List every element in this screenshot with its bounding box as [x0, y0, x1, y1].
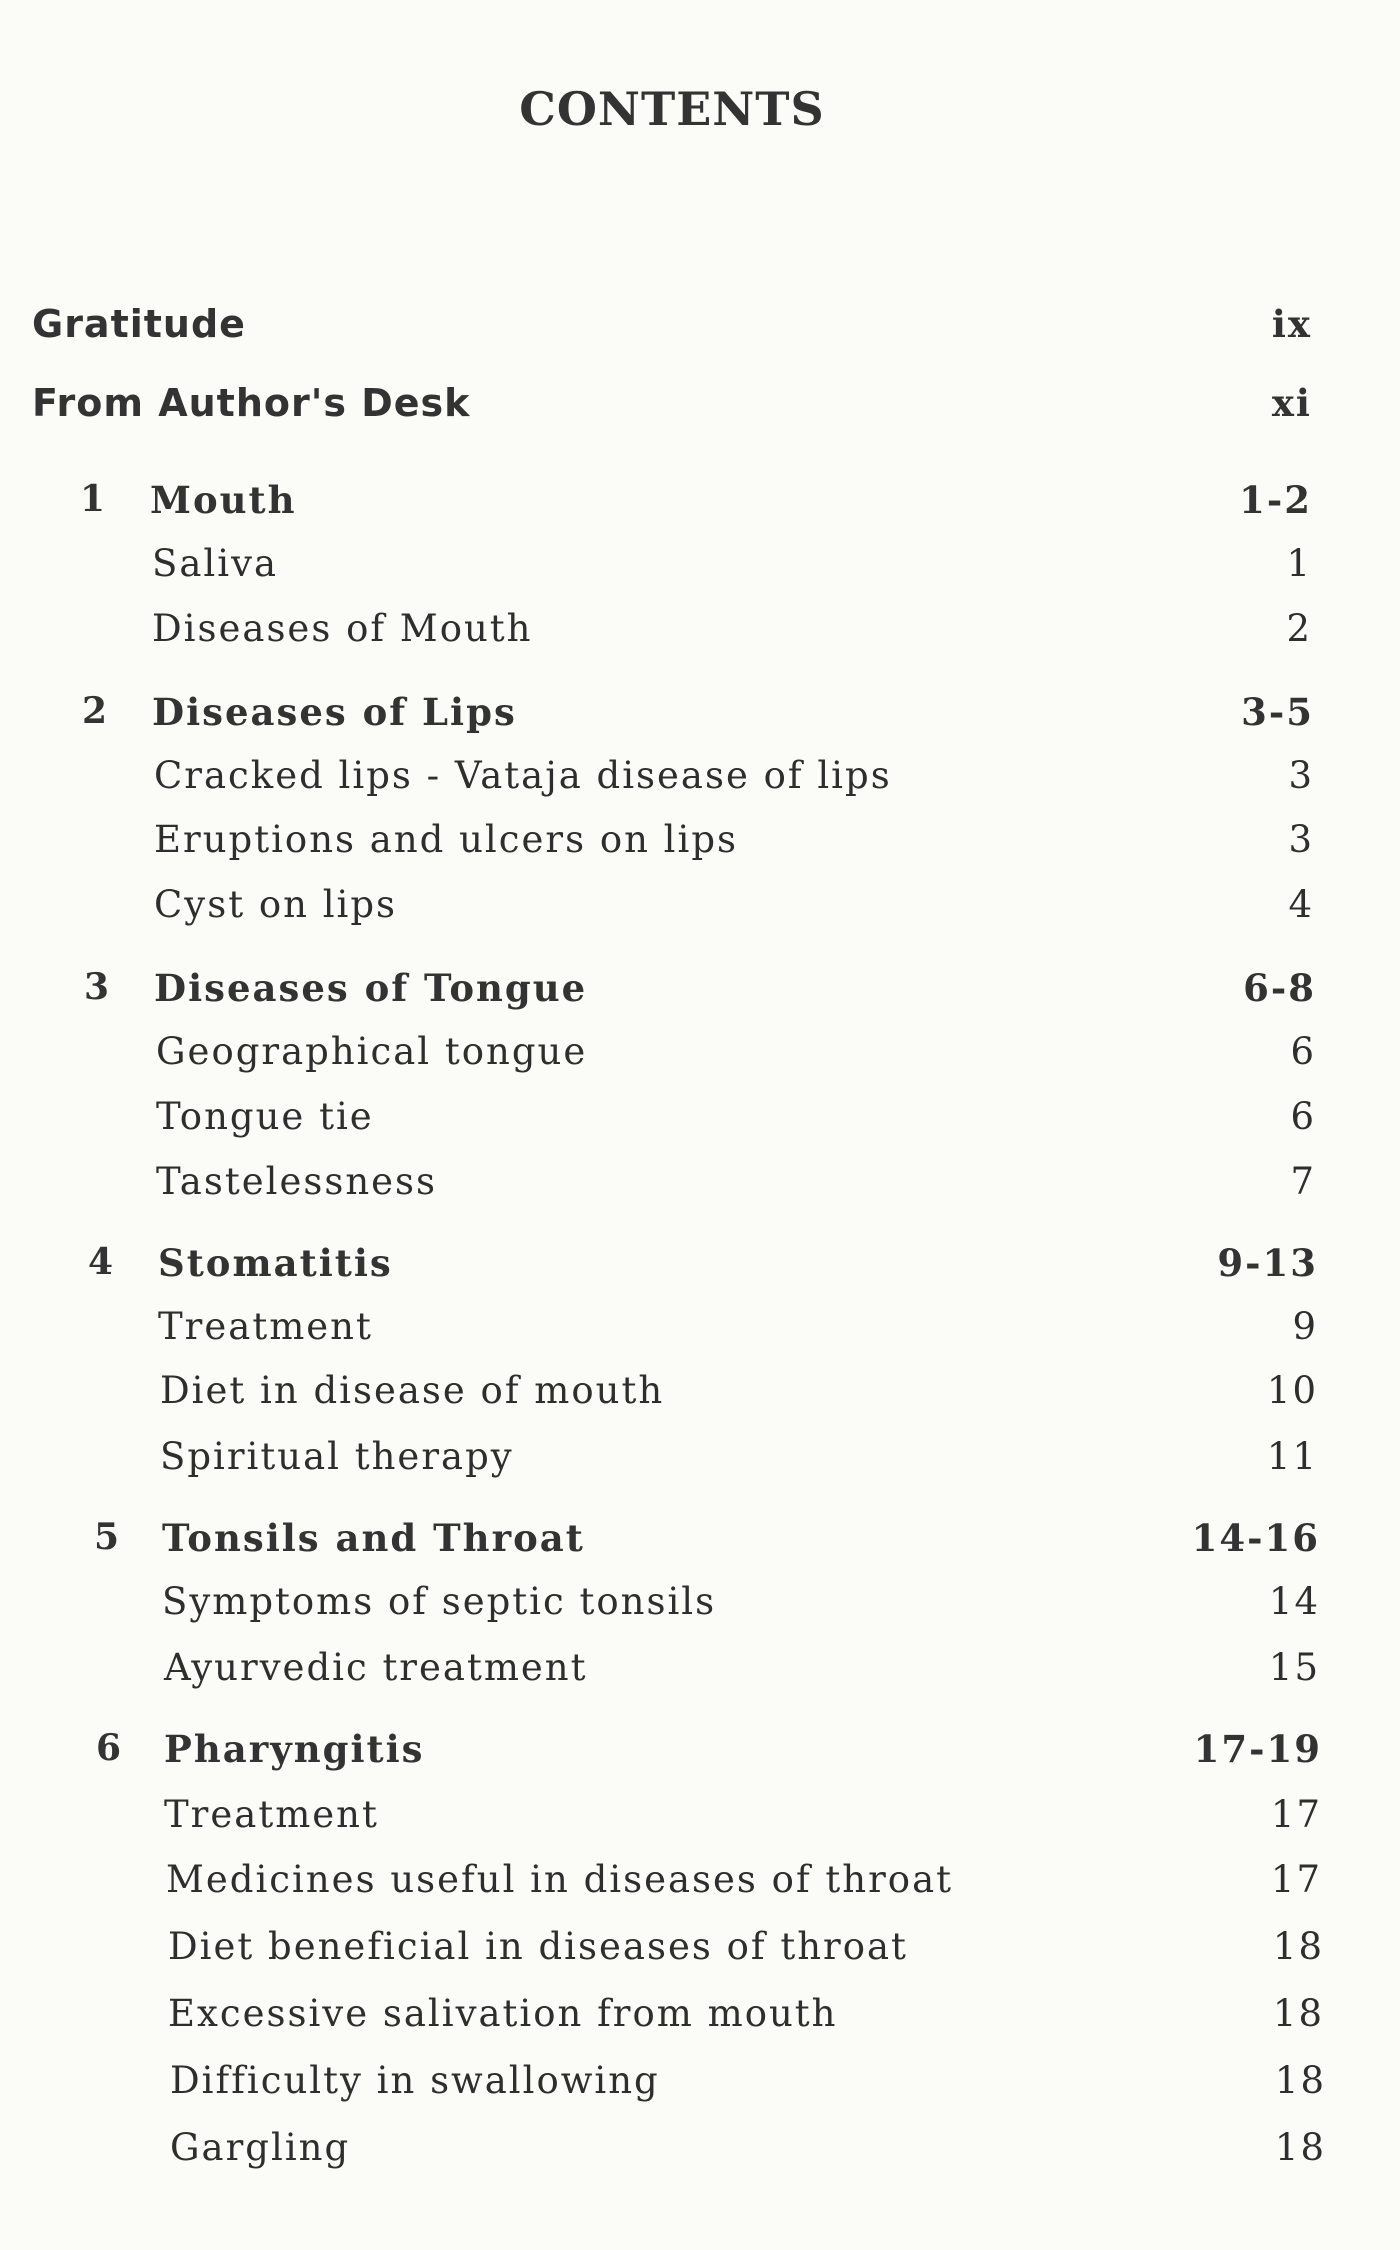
chapter-page-range: 1-2: [1239, 478, 1312, 522]
chapter-number: 6: [96, 1727, 122, 1769]
toc-entry-page: 18: [1274, 2126, 1326, 2169]
toc-entry-label: Spiritual therapy: [160, 1435, 514, 1478]
toc-entry[interactable]: [0, 754, 1400, 810]
toc-entry[interactable]: [0, 1793, 1400, 1849]
page-title: CONTENTS: [519, 82, 825, 136]
toc-entry-page: 6: [1290, 1030, 1316, 1073]
chapter-title: Stomatitis: [158, 1241, 393, 1285]
toc-entry-page: 18: [1272, 1992, 1324, 2035]
chapter-heading-3[interactable]: [0, 966, 1400, 1022]
chapter-heading-5[interactable]: [0, 1516, 1400, 1572]
toc-entry-page: 18: [1272, 1925, 1324, 1968]
chapter-page-range: 14-16: [1191, 1516, 1320, 1560]
chapter-number: 5: [94, 1516, 120, 1558]
toc-entry[interactable]: [0, 1646, 1400, 1702]
toc-entry-page: 17: [1270, 1793, 1322, 1836]
toc-entry-page: ix: [1271, 302, 1312, 346]
toc-entry-page: 2: [1286, 607, 1312, 650]
toc-entry-page: 1: [1286, 542, 1312, 585]
chapter-title: Tonsils and Throat: [162, 1516, 585, 1560]
toc-entry-page: 10: [1266, 1369, 1318, 1412]
toc-entry-page: 17: [1270, 1858, 1322, 1901]
toc-entry[interactable]: [0, 542, 1400, 598]
toc-entry-label: Gargling: [170, 2126, 351, 2169]
chapter-heading-6[interactable]: [0, 1727, 1400, 1783]
toc-entry-label: Tastelessness: [156, 1160, 438, 1203]
toc-entry-label: Geographical tongue: [156, 1030, 588, 1073]
toc-entry-page: 6: [1290, 1095, 1316, 1138]
toc-entry[interactable]: [0, 2059, 1400, 2115]
toc-entry-page: 3: [1288, 818, 1314, 861]
chapter-number: 2: [82, 690, 108, 732]
toc-entry-label: Eruptions and ulcers on lips: [154, 818, 739, 861]
toc-entry-label: Medicines useful in diseases of throat: [166, 1858, 954, 1901]
toc-entry-label: Diet beneficial in diseases of throat: [168, 1925, 908, 1968]
chapter-heading-1[interactable]: [0, 478, 1400, 534]
toc-entry-label: Treatment: [158, 1305, 373, 1348]
toc-entry[interactable]: [0, 1580, 1400, 1636]
toc-entry-page: 18: [1274, 2059, 1326, 2102]
toc-entry-label: Ayurvedic treatment: [164, 1646, 588, 1689]
chapter-page-range: 9-13: [1217, 1241, 1318, 1285]
toc-entry[interactable]: [0, 1925, 1400, 1981]
chapter-number: 4: [88, 1241, 114, 1283]
toc-entry-label: Cyst on lips: [154, 883, 398, 926]
toc-entry-page: 14: [1268, 1580, 1320, 1623]
toc-entry[interactable]: [0, 1030, 1400, 1086]
toc-entry-gratitude[interactable]: [0, 302, 1400, 358]
toc-entry-label: Difficulty in swallowing: [170, 2059, 660, 2102]
toc-entry-page: 15: [1268, 1646, 1320, 1689]
chapter-title: Pharyngitis: [164, 1727, 425, 1771]
chapter-page-range: 3-5: [1241, 690, 1314, 734]
toc-entry-label: Saliva: [152, 542, 279, 585]
chapter-title: Diseases of Tongue: [154, 966, 588, 1010]
toc-entry-page: 7: [1290, 1160, 1316, 1203]
toc-entry-page: 4: [1288, 883, 1314, 926]
toc-entry-label: From Author's Desk: [32, 381, 471, 425]
chapter-title: Diseases of Lips: [152, 690, 517, 734]
toc-entry[interactable]: [0, 1858, 1400, 1914]
toc-entry[interactable]: [0, 1160, 1400, 1216]
toc-entry-page: 3: [1288, 754, 1314, 797]
toc-entry-label: Tongue tie: [156, 1095, 374, 1138]
toc-entry[interactable]: [0, 818, 1400, 874]
toc-entry[interactable]: [0, 607, 1400, 663]
toc-entry-page: 9: [1292, 1305, 1318, 1348]
toc-entry[interactable]: [0, 1305, 1400, 1361]
toc-entry[interactable]: [0, 2126, 1400, 2182]
toc-entry-label: Diet in disease of mouth: [160, 1369, 665, 1412]
chapter-page-range: 6-8: [1243, 966, 1316, 1010]
chapter-number: 3: [84, 966, 110, 1008]
toc-entry-label: Cracked lips - Vataja disease of lips: [154, 754, 892, 797]
toc-entry-label: Symptoms of septic tonsils: [162, 1580, 717, 1623]
toc-entry[interactable]: [0, 883, 1400, 939]
toc-entry-label: Diseases of Mouth: [152, 607, 533, 650]
chapter-page-range: 17-19: [1193, 1727, 1322, 1771]
chapter-number: 1: [80, 478, 106, 520]
toc-entry-authors-desk[interactable]: [0, 381, 1400, 437]
toc-entry-page: 11: [1266, 1435, 1318, 1478]
toc-entry[interactable]: [0, 1992, 1400, 2048]
toc-entry-label: Gratitude: [32, 302, 246, 346]
chapter-title: Mouth: [150, 478, 297, 522]
toc-entry[interactable]: [0, 1095, 1400, 1151]
toc-entry-label: Treatment: [164, 1793, 379, 1836]
toc-entry-label: Excessive salivation from mouth: [168, 1992, 838, 2035]
toc-entry[interactable]: [0, 1435, 1400, 1491]
chapter-heading-2[interactable]: [0, 690, 1400, 746]
chapter-heading-4[interactable]: [0, 1241, 1400, 1297]
toc-entry[interactable]: [0, 1369, 1400, 1425]
toc-entry-page: xi: [1271, 381, 1312, 425]
